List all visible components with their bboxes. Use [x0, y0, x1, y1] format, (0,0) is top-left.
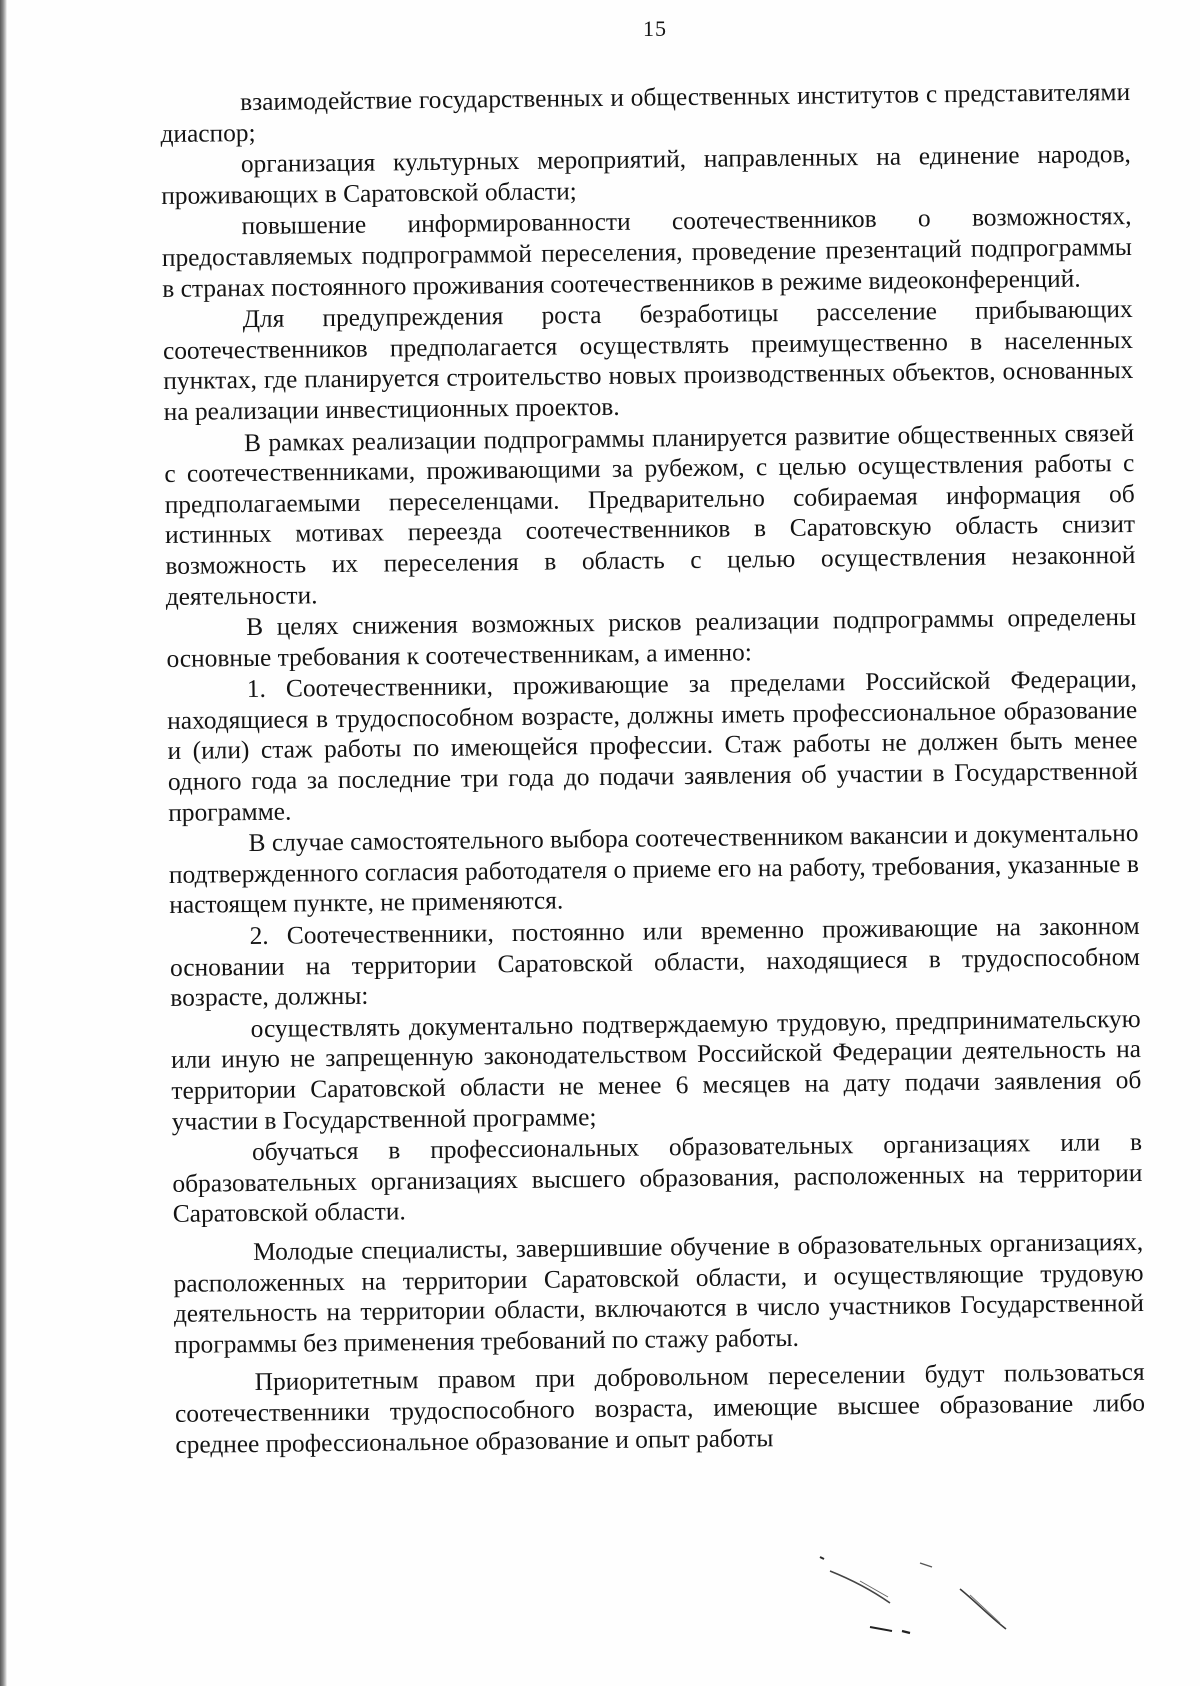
paragraph-requirement-2: 2. Соотечественники, постоянно или временно проживающие на законном основании на территории Саратовской области, находящиеся в трудоспособном возрасте, должны:	[169, 911, 1141, 1013]
paragraph-young-specialists: Молодые специалисты, завершившие обучение в образовательных организациях, расположенных на территории Саратовской области, и осуществляющие трудовую деятельность на территории области, включаются в число участников Государственной программы без применения требований по стажу работы.	[173, 1227, 1145, 1359]
paragraph-public-relations: В рамках реализации подпрограммы планируется развитие общественных связей с соотечественниками, проживающими за рубежом, с целью осуществления работы с предполагаемыми переселенцами. Предварительно собираемая информация об истинных мотивах переезда соотечественников в Саратовскую область снизит возможность их переселения в область с целью осуществления незаконной деятельности.	[164, 418, 1136, 611]
paragraph-cultural-events: организация культурных мероприятий, направленных на единение народов, проживающих в Саратовской области;	[161, 140, 1131, 210]
paragraph-unemployment-prevention: Для предупреждения роста безработицы расселение прибывающих соотечественников предполагается осуществлять преимущественно в населенных пунктах, где планируется строительство новых производственных объектов, основанных на реализации инвестиционных проектов.	[162, 295, 1134, 426]
page-number: 15	[643, 16, 667, 41]
document-body	[160, 77, 1146, 1461]
paragraph-requirement-2-study: обучаться в профессиональных образовательных организациях или в образовательных организациях высшего образования, расположенных на территории Саратовской области.	[172, 1128, 1143, 1229]
paragraph-requirement-2-work: осуществлять документально подтверждаемую трудовую, предпринимательскую или иную не запрещенную законодательством Российской Федерации деятельность на территории Саратовской области не менее 6 месяцев на дату подачи заявления об участии в Государственной программе;	[170, 1004, 1142, 1136]
paragraph-priority-right: Приоритетным правом при добровольном переселении будут пользоваться соотечественники трудоспособного возраста, имеющие высшее образование либо среднее профессиональное образование и опыт работы	[174, 1358, 1146, 1459]
paragraph-requirement-1: 1. Соотечественники, проживающие за пределами Российской Федерации, находящиеся в трудоспособном возрасте, должны иметь профессиональное образование и (или) стаж работы по имеющейся профессии. Стаж работы не должен быть менее одного года за последние три года до подачи заявления об участии в Государственной программе.	[167, 665, 1138, 827]
paragraph-diaspora-interaction: взаимодействие государственных и общественных институтов с представителями диаспор;	[160, 77, 1131, 148]
paragraph-vacancy-exception: В случае самостоятельного выбора соотечественником вакансии и документально подтвержденного согласия работодателя о приеме его на работу, требования, указанные в настоящем пункте, не применяются.	[168, 819, 1140, 920]
paragraph-awareness: повышение информированности соотечественников о возможностях, предоставляемых подпрограммой переселения, проведение презентаций подпрограммы в странах постоянного проживания соотечественников в режиме видеоконференций.	[161, 202, 1133, 303]
scan-edge	[0, 0, 7, 1686]
paragraph-risk-requirements: В целях снижения возможных рисков реализации подпрограммы определены основные требования к соотечественникам, а именно:	[166, 603, 1137, 673]
handwritten-mark-icon	[810, 1545, 1040, 1655]
